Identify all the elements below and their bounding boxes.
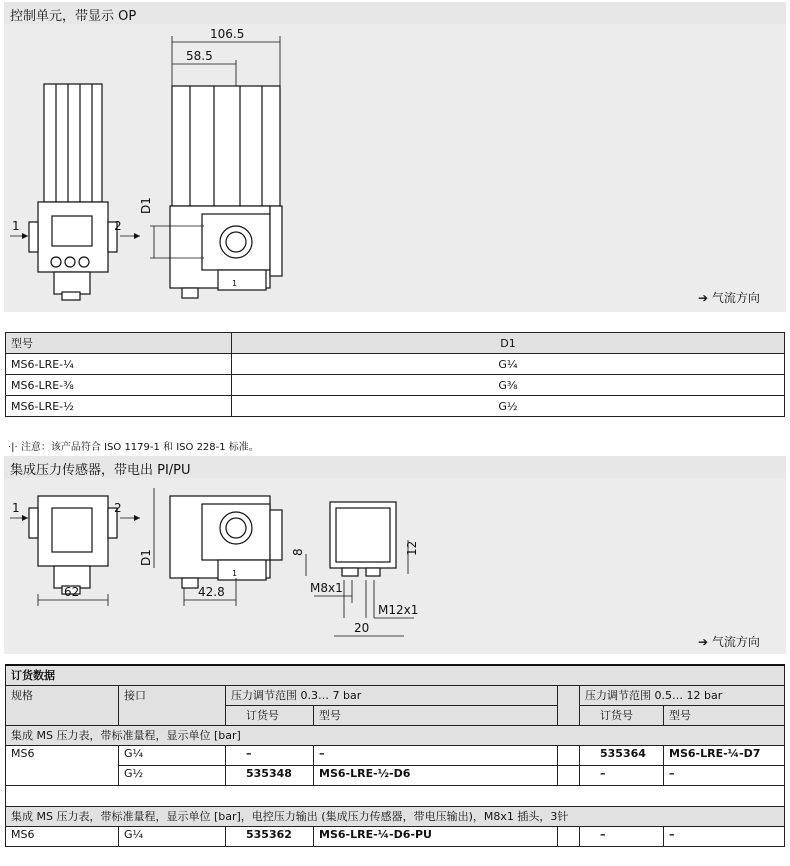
d1-table-cell: MS6-LRE-½ <box>6 396 232 417</box>
order-table <box>5 664 785 847</box>
table-row <box>6 375 785 396</box>
table-row <box>6 726 785 746</box>
flow-direction-label-2: 气流方向 <box>711 635 760 649</box>
table-row <box>6 686 785 706</box>
d1-table-cell: MS6-LRE-¼ <box>6 354 232 375</box>
d1-table-cell: G⅜ <box>232 375 785 396</box>
order-cell-part1: 535362 <box>226 827 314 847</box>
section1-title: 控制单元，带显示 OP <box>10 9 137 24</box>
note-text: 注意：该产品符合 ISO 1179-1 和 ISO 228-1 标准。 <box>20 442 259 453</box>
order-group1: 集成 MS 压力表，带标准量程，显示单位 [bar] <box>6 726 785 746</box>
order-cell-type1: MS6-LRE-¼-D6-PU <box>314 827 558 847</box>
order-col-partno-2: 订货号 <box>580 706 664 726</box>
order-col-range2: 压力调节范围 0.5… 12 bar <box>580 686 785 706</box>
port-2-label-2: 2 <box>114 501 122 515</box>
marker-label-2: 1 <box>232 569 238 578</box>
dim-m12x1: M12x1 <box>378 603 419 617</box>
table-row <box>6 766 785 786</box>
order-cell-type2: – <box>664 766 785 786</box>
port-2-label: 2 <box>114 219 122 233</box>
section2-title: 集成压力传感器，带电出 PI/PU <box>10 463 191 478</box>
order-blank-row <box>6 786 785 807</box>
d1-table <box>5 332 785 417</box>
order-spacer-cell <box>558 827 580 847</box>
flow-direction-2: ➔ 气流方向 <box>698 635 760 649</box>
order-spacer <box>558 686 580 726</box>
order-cell-spec: MS6 <box>6 827 119 847</box>
order-col-type-1: 型号 <box>314 706 558 726</box>
order-cell-port: G½ <box>119 766 226 786</box>
order-col-partno-1: 订货号 <box>226 706 314 726</box>
order-spacer-cell <box>558 746 580 766</box>
standard-note <box>8 438 259 453</box>
d1-table-header-d1: D1 <box>232 333 785 354</box>
section1-drawing <box>4 24 786 312</box>
table-row <box>6 807 785 827</box>
dim-62: 62 <box>64 585 80 599</box>
order-spacer-cell <box>558 766 580 786</box>
order-cell-part2: – <box>580 827 664 847</box>
dim-20: 20 <box>354 621 370 635</box>
table-row <box>6 665 785 686</box>
order-cell-type1: – <box>314 746 558 766</box>
dim-106-5: 106.5 <box>210 27 245 41</box>
table-row <box>6 746 785 766</box>
d1-table-cell: MS6-LRE-⅜ <box>6 375 232 396</box>
port-1-label-2: 1 <box>12 501 20 515</box>
order-col-spec: 规格 <box>6 686 119 726</box>
order-cell-part1: 535348 <box>226 766 314 786</box>
dim-42-8: 42.8 <box>198 585 225 599</box>
order-cell-type2: MS6-LRE-¼-D7 <box>664 746 785 766</box>
dim-8: 8 <box>291 548 305 556</box>
d1-table-cell: G½ <box>232 396 785 417</box>
dim-12: 12 <box>405 540 419 556</box>
flow-direction-1: ➔ 气流方向 <box>698 291 760 305</box>
order-cell-spec: MS6 <box>6 746 119 786</box>
order-cell-part2: – <box>580 766 664 786</box>
dim-m8x1: M8x1 <box>310 581 343 595</box>
section2-drawing <box>4 478 786 654</box>
table-row <box>6 827 785 847</box>
d1-table-cell: G¼ <box>232 354 785 375</box>
dim-d1-2: D1 <box>139 549 153 566</box>
d1-table-header-model: 型号 <box>6 333 232 354</box>
order-cell-part1: – <box>226 746 314 766</box>
table-row <box>6 354 785 375</box>
table-row <box>6 786 785 807</box>
note-icon: ⋅|⋅ <box>8 442 18 453</box>
order-cell-port: G¼ <box>119 746 226 766</box>
order-col-port: 接口 <box>119 686 226 726</box>
dim-58-5: 58.5 <box>186 49 213 63</box>
order-col-type-2: 型号 <box>664 706 785 726</box>
dim-d1: D1 <box>139 197 153 214</box>
port-1-label: 1 <box>12 219 20 233</box>
table-row <box>6 396 785 417</box>
order-col-range1: 压力调节范围 0.3… 7 bar <box>226 686 558 706</box>
flow-direction-label-1: 气流方向 <box>711 291 760 305</box>
order-cell-type2: – <box>664 827 785 847</box>
order-cell-type1: MS6-LRE-½-D6 <box>314 766 558 786</box>
order-group2: 集成 MS 压力表，带标准量程，显示单位 [bar]，电控压力输出 (集成压力传感器，带电压输出)，M8x1 插头，3针 <box>6 807 785 827</box>
order-title: 订货数据 <box>6 665 785 686</box>
marker-label: 1 <box>232 279 238 288</box>
order-cell-port: G¼ <box>119 827 226 847</box>
order-cell-part2: 535364 <box>580 746 664 766</box>
